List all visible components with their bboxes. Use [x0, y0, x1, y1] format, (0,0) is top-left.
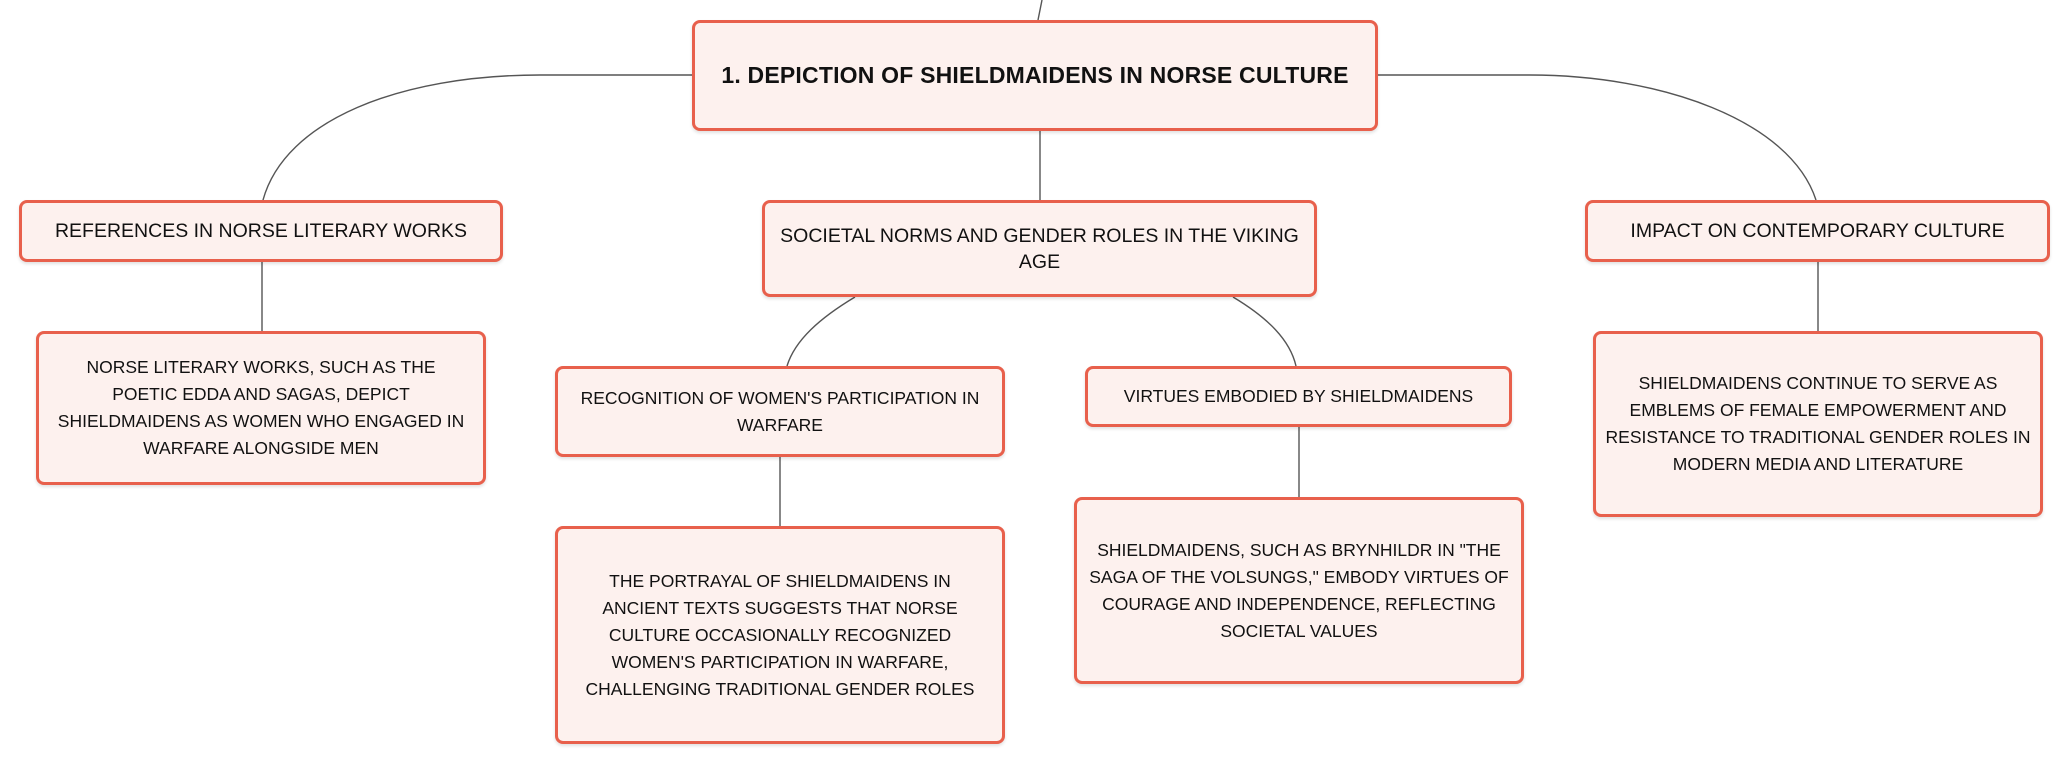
connector-societal-to-virtues: [1233, 297, 1296, 366]
connector-societal-to-recognition: [787, 297, 855, 366]
topic-label: SHIELDMAIDENS CONTINUE TO SERVE AS EMBLEMS OF FEMALE EMPOWERMENT AND RESISTANCE TO TRADITIONAL GENDER ROLES IN MODERN MEDIA AND LITERATURE: [1605, 373, 2031, 474]
topic-label: THE PORTRAYAL OF SHIELDMAIDENS IN ANCIENT TEXTS SUGGESTS THAT NORSE CULTURE OCCASIONALLY RECOGNIZED WOMEN'S PARTICIPATION IN WARFARE, CHALLENGING TRADITIONAL GENDER ROLES: [585, 570, 975, 699]
topic-recognition-of-womens-participation[interactable]: [555, 366, 1005, 457]
topic-impact-on-contemporary-culture[interactable]: [1585, 200, 2050, 262]
topic-label: SHIELDMAIDENS, SUCH AS BRYNHILDR IN "THE SAGA OF THE VOLSUNGS," EMBODY VIRTUES OF COURAGE AND INDEPENDENCE, REFLECTING SOCIETAL VALUES: [1089, 539, 1509, 641]
topic-societal-norms-and-gender-roles[interactable]: [762, 200, 1317, 297]
topic-brynhildr-virtues-detail[interactable]: [1074, 497, 1524, 684]
topic-label: IMPACT ON CONTEMPORARY CULTURE: [1630, 220, 2005, 242]
topic-label: REFERENCES IN NORSE LITERARY WORKS: [54, 220, 468, 242]
connector-root-to-impact: [1378, 75, 1816, 200]
topic-portrayal-of-shieldmaidens-detail[interactable]: [555, 526, 1005, 744]
topic-label: VIRTUES EMBODIED BY SHIELDMAIDENS: [1123, 386, 1474, 406]
topic-label: NORSE LITERARY WORKS, SUCH AS THE POETIC EDDA AND SAGAS, DEPICT SHIELDMAIDENS AS WOMEN WHO ENGAGED IN WARFARE ALONGSIDE MEN: [57, 357, 465, 458]
topic-virtues-embodied-by-shieldmaidens[interactable]: [1085, 366, 1512, 427]
topic-label: SOCIETAL NORMS AND GENDER ROLES IN THE VIKING AGE: [780, 224, 1299, 273]
topic-references-in-norse-literary-works[interactable]: [19, 200, 503, 262]
topic-contemporary-emblems-detail[interactable]: [1593, 331, 2043, 517]
topic-label: RECOGNITION OF WOMEN'S PARTICIPATION IN WARFARE: [580, 387, 980, 435]
connector-parent-to-root: [1038, 0, 1042, 20]
root-topic[interactable]: [692, 20, 1378, 131]
connector-root-to-references: [263, 75, 692, 200]
root-topic-label: 1. DEPICTION OF SHIELDMAIDENS IN NORSE CULTURE: [721, 62, 1349, 88]
topic-norse-literary-works-detail[interactable]: [36, 331, 486, 485]
